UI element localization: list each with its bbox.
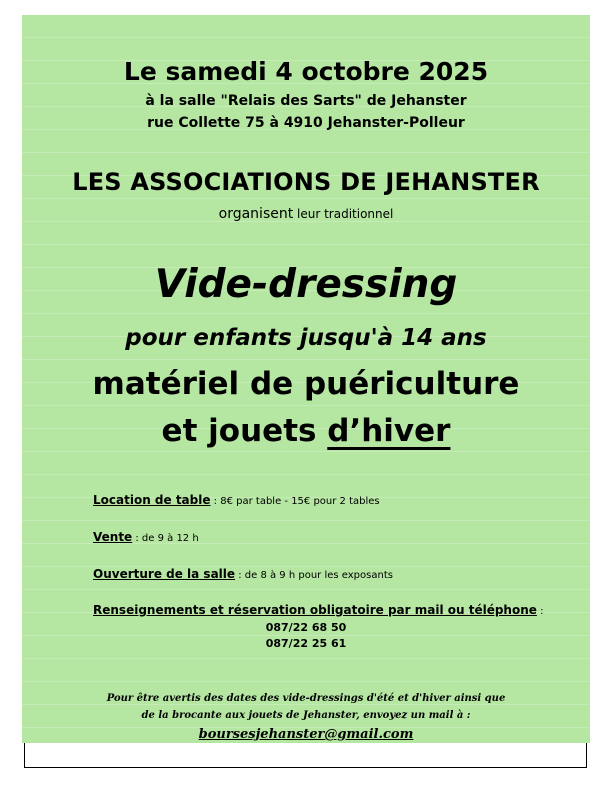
phone-number-1: 087/22 68 50 xyxy=(265,621,347,634)
reservation-label: Renseignements et réservation obligatoire par mail ou téléphone xyxy=(93,603,537,617)
reservation-info xyxy=(93,603,543,617)
venue-line: à la salle "Relais des Sarts" de Jehanster xyxy=(145,93,467,109)
page-frame xyxy=(24,743,587,768)
opening-sep: : xyxy=(235,570,245,581)
event-line-2 xyxy=(22,413,590,449)
sale-sep: : xyxy=(132,533,142,544)
opening-info xyxy=(93,567,393,581)
opening-value: de 8 à 9 h pour les exposants xyxy=(244,570,393,581)
table-rental-value: 8€ par table - 15€ pour 2 tables xyxy=(220,496,380,507)
address-line: rue Collette 75 à 4910 Jehanster-Polleur xyxy=(147,115,465,131)
organizer-verb: organisent xyxy=(218,206,294,222)
organizer-tagline-rest: leur traditionnel xyxy=(293,207,394,221)
reservation-sep: : xyxy=(536,606,544,617)
event-date: Le samedi 4 octobre 2025 xyxy=(123,57,489,86)
event-line-1: matériel de puériculture xyxy=(92,366,520,402)
event-line-2-underlined: d’hiver xyxy=(327,413,451,449)
sale-label: Vente xyxy=(93,530,133,544)
table-rental-info xyxy=(93,493,380,507)
contact-email: boursesjehanster@gmail.com xyxy=(198,727,414,742)
organizer-tagline xyxy=(22,206,590,222)
footer-note-line-2: de la brocante aux jouets de Jehanster, envoyez un mail à : xyxy=(141,710,471,721)
event-title: Vide-dressing xyxy=(154,262,458,307)
opening-label: Ouverture de la salle xyxy=(93,567,236,581)
footer-note-line-1: Pour être avertis des dates des vide-dressings d'été et d'hiver ainsi que xyxy=(106,693,506,704)
sale-value: de 9 à 12 h xyxy=(141,533,199,544)
table-rental-sep: : xyxy=(210,496,221,507)
sale-info xyxy=(93,530,199,544)
event-line-2-prefix: et jouets xyxy=(161,413,328,449)
organizer-name: LES ASSOCIATIONS DE JEHANSTER xyxy=(72,168,540,196)
event-subtitle: pour enfants jusqu'à 14 ans xyxy=(125,325,487,351)
table-rental-label: Location de table xyxy=(93,493,211,507)
phone-number-2: 087/22 25 61 xyxy=(265,637,347,650)
